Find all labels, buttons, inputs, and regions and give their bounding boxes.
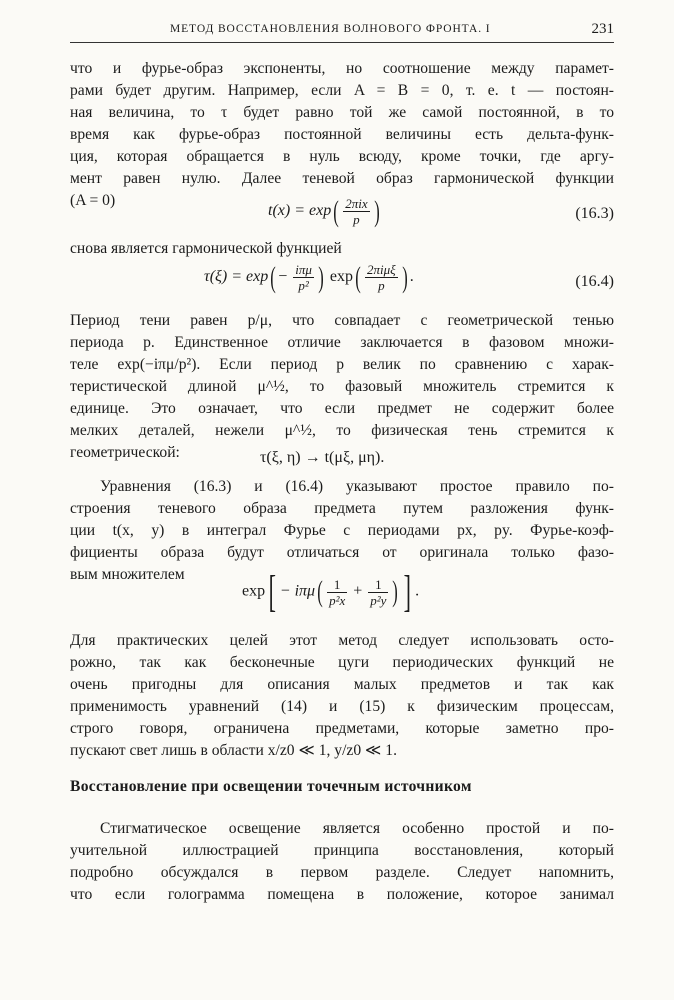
page-header xyxy=(70,20,614,43)
running-head: МЕТОД ВОССТАНОВЛЕНИЯ ВОЛНОВОГО ФРОНТА. I xyxy=(170,23,491,35)
equation-16-3: t(x) = exp( $\frac{\text{2πix}}{p}$ ) (16.3) xyxy=(268,194,614,228)
limit-expression: τ(ξ, η) → t(μξ, μη). xyxy=(260,449,385,466)
equation-number: (16.4) xyxy=(575,273,614,290)
paragraph-line: очень пригодны для описания малых предметов и так как xyxy=(70,676,614,693)
paragraph-line: ная величина, то τ будет равно той же самой постоянной, в то xyxy=(70,104,614,121)
paragraph-line: периода p. Единственное отличие заключается в фазовом множи- xyxy=(70,334,614,351)
paragraph-line: мелких деталей, нежели μ^½, то физическая тень стремится к xyxy=(70,422,614,439)
paragraph-line: Уравнения (16.3) и (16.4) указывают простое правило по- xyxy=(100,478,614,495)
paragraph-line: Для практических целей этот метод следует использовать осто- xyxy=(70,632,614,649)
paragraph-line: строения теневого образа предмета путем разложения функ- xyxy=(70,500,614,517)
equation-phase-factor: exp[ − iπμ( $\frac{1}{\text{p²x}}$ + $\frac{1}{\text{p²y}}$ ) ] . xyxy=(242,567,420,616)
paragraph-line: геометрической: xyxy=(70,444,180,461)
eq-phase-frac2-denominator: p²y xyxy=(370,592,387,608)
section-heading: Восстановление при освещении точечным источником xyxy=(70,778,472,795)
equation-number: (16.3) xyxy=(575,205,614,222)
paragraph-line: вым множителем xyxy=(70,566,185,583)
eq-16-4-frac1-numerator: iπμ xyxy=(295,262,312,277)
paragraph-line: ции t(x, y) в интеграл Фурье с периодами px, py. Фурье-коэф- xyxy=(70,522,614,539)
eq-phase-inner: − iπμ xyxy=(279,582,316,600)
eq-16-4-frac1-denominator: p² xyxy=(298,278,309,293)
eq-16-4-lhs: τ(ξ) = exp xyxy=(204,268,269,286)
paragraph-line: что и фурье-образ экспоненты, но соотношение между парамет- xyxy=(70,60,614,77)
paragraph-line: строго говоря, ограничена предметами, которые заметно про- xyxy=(70,720,614,737)
eq-16-4-frac2-denominator: p xyxy=(378,278,385,293)
eq-phase-frac1-numerator: 1 xyxy=(327,577,347,593)
eq-16-3-denominator: p xyxy=(353,212,360,227)
paragraph-line: учительной иллюстрацией принципа восстановления, который xyxy=(70,842,614,859)
paragraph-line: подробно обсуждался в первом разделе. Следует напомнить, xyxy=(70,864,614,881)
paragraph-line: единице. Это означает, что если предмет не содержит более xyxy=(70,400,614,417)
paragraph-line: время как фурье-образ постоянной величины есть дельта-функ- xyxy=(70,126,614,143)
eq-16-4-mid: exp xyxy=(329,268,354,286)
eq-16-4-frac2-numerator: 2πiμξ xyxy=(367,262,396,277)
paragraph-line: что если голограмма помещена в положение, которое занимал xyxy=(70,886,614,903)
paragraph-line: теле exp(−iπμ/p²). Если период p велик по сравнению с харак- xyxy=(70,356,614,373)
paragraph-line: Период тени равен p/μ, что совпадает с геометрической тенью xyxy=(70,312,614,329)
paragraph-line: пускают свет лишь в области x/z0 ≪ 1, y/z0 ≪ 1. xyxy=(70,742,397,759)
eq-16-3-lhs: t(x) = exp xyxy=(268,202,332,220)
paragraph-line: рожно, так как бесконечные цуги периодических функций не xyxy=(70,654,614,671)
equation-16-4: τ(ξ) = exp( − $\frac{\text{iπμ}}{\text{p²}}$ ) exp( $\frac{\text{2πiμξ}}{p}$ ) . (16.4) xyxy=(204,260,614,294)
paragraph-line: (A = 0) xyxy=(70,192,116,209)
paragraph-line: снова является гармонической функцией xyxy=(70,240,342,257)
eq-phase-lhs: exp xyxy=(242,582,266,600)
page-number: 231 xyxy=(591,21,614,37)
eq-phase-frac2-numerator: 1 xyxy=(368,577,388,593)
equation-limit xyxy=(70,448,614,470)
paragraph-line: рами будет другим. Например, если A = B = 0, т. е. t — постоян- xyxy=(70,82,614,99)
paragraph-line: ция, которая обращается в нуль всюду, кроме точки, где аргу- xyxy=(70,148,614,165)
eq-phase-frac1-denominator: p²x xyxy=(329,592,346,608)
eq-16-3-numerator: 2πix xyxy=(345,196,368,211)
paragraph-line: применимость уравнений (14) и (15) к физическим процессам, xyxy=(70,698,614,715)
paragraph-line: мент равен нулю. Далее теневой образ гармонической функции xyxy=(70,170,614,187)
paragraph-line: фициенты образа будут отличаться от оригинала только фазо- xyxy=(70,544,614,561)
paragraph-line: Стигматическое освещение является особенно простой и по- xyxy=(100,820,614,837)
paragraph-line: теристической длиной μ^½, то фазовый множитель стремится к xyxy=(70,378,614,395)
